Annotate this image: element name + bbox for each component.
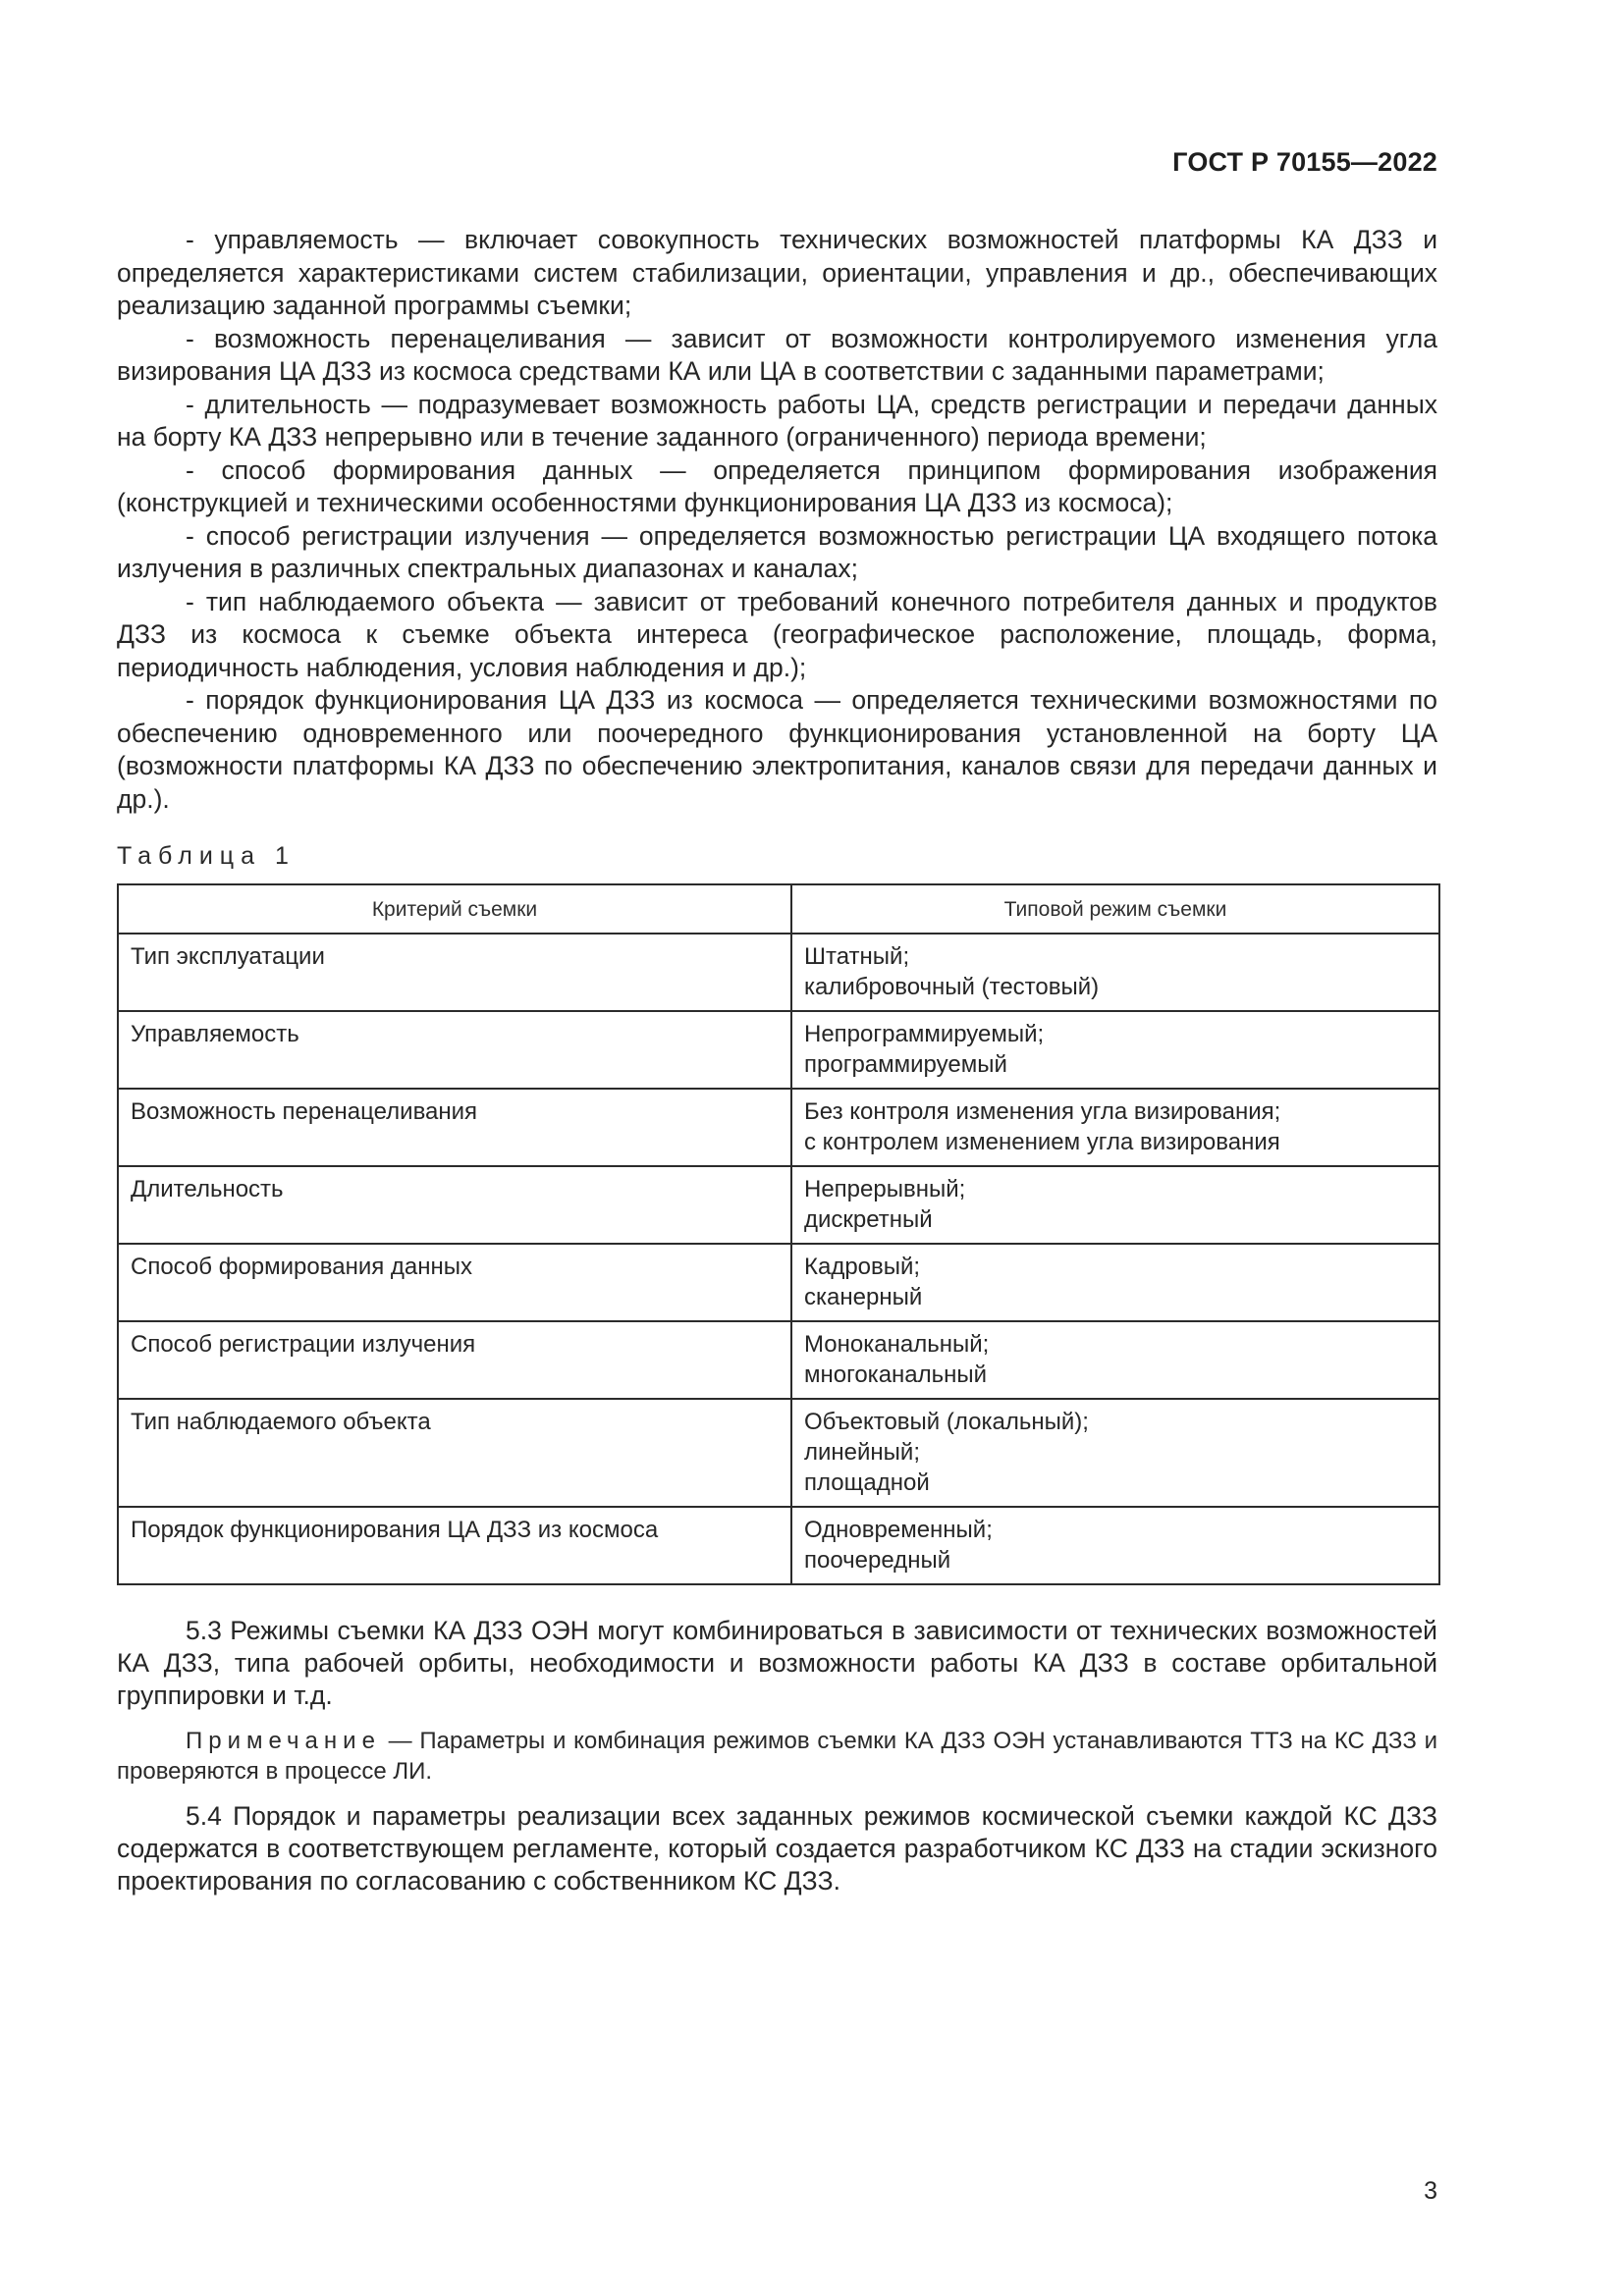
table-row <box>118 1089 1439 1166</box>
mode-value: Объектовый (локальный); <box>804 1409 1089 1435</box>
criterion-paragraph: - длительность — подразумевает возможность работы ЦА, средств регистрации и передачи данных на борту КА ДЗЗ непрерывно или в течение заданного (ограниченного) периода времени; <box>117 389 1437 452</box>
criterion-cell: Возможность перенацеливания <box>118 1089 791 1166</box>
table-row <box>118 934 1439 1011</box>
mode-value: Непрограммируемый; <box>804 1021 1045 1047</box>
section-5-3-paragraph: 5.3 Режимы съемки КА ДЗЗ ОЭН могут комбинироваться в зависимости от технических возможностей КА ДЗЗ, типа рабочей орбиты, необходимости и возможности работы КА ДЗЗ в составе орбитальной группировки и т.д. <box>117 1616 1437 1710</box>
mode-value: калибровочный (тестовый) <box>804 974 1100 1000</box>
note-label: Примечание <box>186 1728 381 1754</box>
criterion-paragraph: - способ регистрации излучения — определяется возможностью регистрации ЦА входящего потока излучения в различных спектральных диапазонах и каналах; <box>117 520 1437 583</box>
mode-value: многоканальный <box>804 1362 988 1388</box>
table-caption: Таблица 1 <box>117 842 296 870</box>
document-header: ГОСТ Р 70155—2022 <box>1172 147 1437 177</box>
criterion-cell: Длительность <box>118 1166 791 1244</box>
sections-after-table <box>117 1615 1437 1911</box>
mode-value: Кадровый; <box>804 1254 921 1280</box>
table-row <box>118 1507 1439 1584</box>
criterion-paragraph: - возможность перенацеливания — зависит от возможности контролируемого изменения угла визирования ЦА ДЗЗ из космоса средствами КА или ЦА в соответствии с заданными параметрами; <box>117 323 1437 386</box>
table-header-row <box>118 884 1439 934</box>
criterion-cell: Способ регистрации излучения <box>118 1321 791 1399</box>
mode-value: Моноканальный; <box>804 1331 990 1358</box>
criteria-list <box>117 224 1437 816</box>
mode-cell <box>791 1399 1439 1507</box>
criterion-cell: Тип эксплуатации <box>118 934 791 1011</box>
criterion-cell: Тип наблюдаемого объекта <box>118 1399 791 1507</box>
mode-value: линейный; <box>804 1439 920 1466</box>
mode-cell <box>791 1244 1439 1321</box>
criterion-paragraph: - тип наблюдаемого объекта — зависит от требований конечного потребителя данных и продуктов ДЗЗ из космоса к съемке объекта интереса (географическое расположение, площадь, форма, периодичность наблюдения, условия наблюдения и др.); <box>117 586 1437 682</box>
table-row <box>118 1244 1439 1321</box>
criterion-paragraph: - способ формирования данных — определяется принципом формирования изображения (конструкцией и техническими особенностями функционирования ЦА ДЗЗ из космоса); <box>117 454 1437 517</box>
mode-cell <box>791 1507 1439 1584</box>
mode-value: Без контроля изменения угла визирования; <box>804 1098 1281 1125</box>
table-row <box>118 1321 1439 1399</box>
mode-value: сканерный <box>804 1284 923 1310</box>
table-row <box>118 1011 1439 1089</box>
mode-value: Одновременный; <box>804 1517 993 1543</box>
survey-modes-table <box>117 883 1440 1585</box>
mode-cell <box>791 1321 1439 1399</box>
column-header-criterion: Критерий съемки <box>118 884 791 934</box>
mode-cell <box>791 1089 1439 1166</box>
criterion-paragraph: - управляемость — включает совокупность технических возможностей платформы КА ДЗЗ и определяется характеристиками систем стабилизации, ориентации, управления и др., обеспечивающих реализацию заданной программы съемки; <box>117 225 1437 320</box>
mode-cell <box>791 1011 1439 1089</box>
mode-cell <box>791 1166 1439 1244</box>
table-row <box>118 1166 1439 1244</box>
mode-value: Непрерывный; <box>804 1176 966 1202</box>
criterion-cell: Управляемость <box>118 1011 791 1089</box>
criterion-cell: Порядок функционирования ЦА ДЗЗ из космоса <box>118 1507 791 1584</box>
mode-value: программируемый <box>804 1051 1007 1078</box>
mode-value: поочередный <box>804 1547 951 1574</box>
note-text: — Параметры и комбинация режимов съемки КА ДЗЗ ОЭН устанавливаются ТТЗ на КС ДЗЗ и проверяются в процессе ЛИ. <box>117 1728 1437 1785</box>
criterion-paragraph: - порядок функционирования ЦА ДЗЗ из космоса — определяется техническими возможностями по обеспечению одновременного или поочередного функционирования установленной на борту ЦА (возможности платформы КА ДЗЗ по обеспечению электропитания, каналов связи для передачи данных и др.). <box>117 685 1437 814</box>
page-number: 3 <box>1424 2177 1437 2205</box>
column-header-mode: Типовой режим съемки <box>791 884 1439 934</box>
section-5-4-paragraph: 5.4 Порядок и параметры реализации всех заданных режимов космической съемки каждой КС ДЗЗ содержатся в соответствующем регламенте, который создается разработчиком КС ДЗЗ на стадии эскизного проектирования по согласованию с собственником КС ДЗЗ. <box>117 1801 1437 1896</box>
mode-value: Штатный; <box>804 943 910 970</box>
table-row <box>118 1399 1439 1507</box>
mode-cell <box>791 934 1439 1011</box>
note-paragraph <box>117 1726 1437 1787</box>
criterion-cell: Способ формирования данных <box>118 1244 791 1321</box>
mode-value: площадной <box>804 1469 930 1496</box>
mode-value: с контролем изменением угла визирования <box>804 1129 1280 1155</box>
mode-value: дискретный <box>804 1206 933 1233</box>
